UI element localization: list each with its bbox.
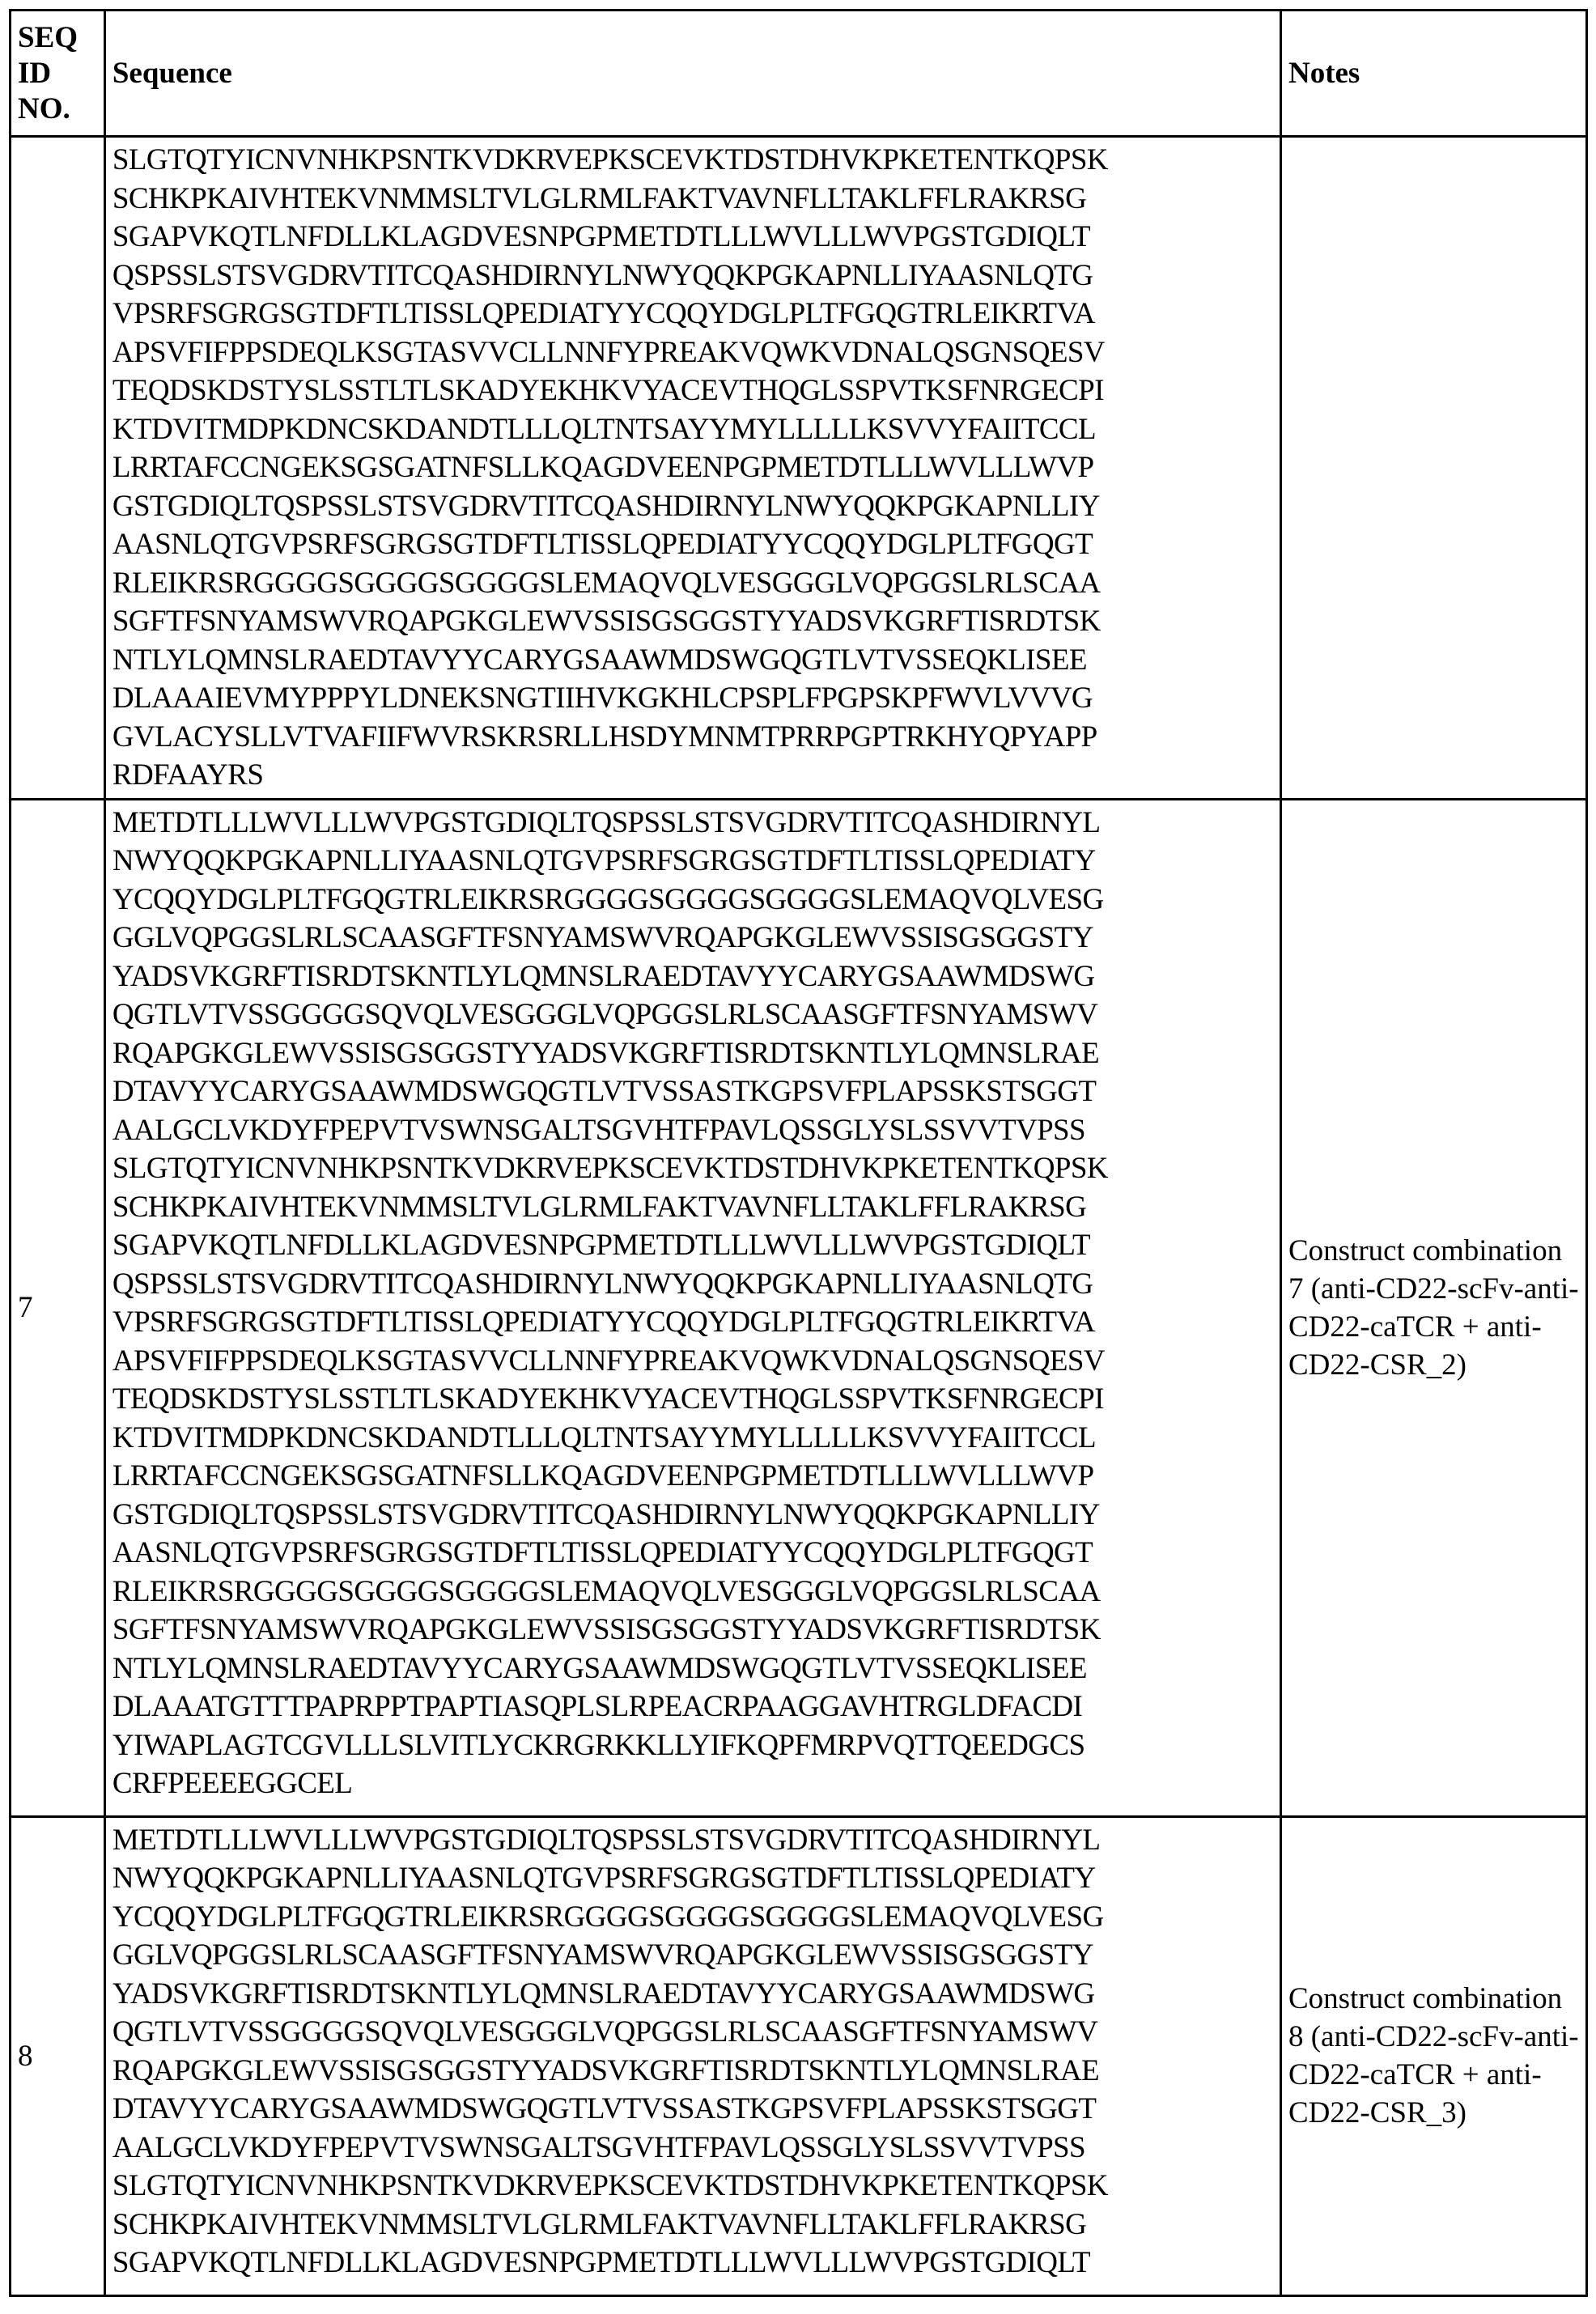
sequence-line: LRRTAFCCNGEKSGSGATNFSLLKQAGDVEENPGPMETDTLLLWVLLLWVP: [112, 448, 1273, 487]
sequence-line: QGTLVTVSSGGGGSQVQLVESGGGLVQPGGSLRLSCAASGFTFSNYAMSWV: [112, 2013, 1273, 2052]
sequence-line: DTAVYYCARYGSAAWMDSWGQGTLVTVSSASTKGPSVFPLAPSSKSTSGGT: [112, 2090, 1273, 2129]
sequence-line: RQAPGKGLEWVSSISGSGGSTYYADSVKGRFTISRDTSKNTLYLQMNSLRAE: [112, 1034, 1273, 1073]
sequence-line: GVLACYSLLVTVAFIIFWVRSKRSRLLHSDYMNMTPRRPGPTRKHYQPYAPP: [112, 718, 1273, 757]
table-row: [11, 1816, 1587, 2295]
notes-cell: Construct combination 8 (anti-CD22-scFv-anti-CD22-caTCR + anti-CD22-CSR_3): [1280, 1816, 1586, 2295]
seq-id-cell: 7: [11, 799, 105, 1816]
notes-cell: Construct combination 7 (anti-CD22-scFv-anti-CD22-caTCR + anti-CD22-CSR_2): [1280, 799, 1586, 1816]
header-seq-id: SEQ ID NO.: [11, 11, 105, 137]
sequence-line: SLGTQTYICNVNHKPSNTKVDKRVEPKSCEVKTDSTDHVKPKETENTKQPSK: [112, 1149, 1273, 1188]
sequence-line: DLAAAIEVMYPPPYLDNEKSNGTIIHVKGKHLCPSPLFPGPSKPFWVLVVVG: [112, 679, 1273, 718]
seq-id-cell: 8: [11, 1816, 105, 2295]
sequence-line: TEQDSKDSTYSLSSTLTLSKADYEKHKVYACEVTHQGLSSPVTKSFNRGECPI: [112, 372, 1273, 410]
sequence-line: KTDVITMDPKDNCSKDANDTLLLQLTNTSAYYMYLLLLLKSVVYFAIITCCL: [112, 410, 1273, 449]
header-notes: Notes: [1280, 11, 1586, 137]
sequence-line: APSVFIFPPSDEQLKSGTASVVCLLNNFYPREAKVQWKVDNALQSGNSQESV: [112, 333, 1273, 372]
sequence-line: LRRTAFCCNGEKSGSGATNFSLLKQAGDVEENPGPMETDTLLLWVLLLWVP: [112, 1457, 1273, 1496]
sequence-line: DLAAATGTTTPAPRPPTPAPTIASQPLSLRPEACRPAAGGAVHTRGLDFACDI: [112, 1688, 1273, 1726]
sequence-line: KTDVITMDPKDNCSKDANDTLLLQLTNTSAYYMYLLLLLKSVVYFAIITCCL: [112, 1419, 1273, 1458]
sequence-line: YIWAPLAGTCGVLLLSLVITLYCKRGRKKLLYIFKQPFMRPVQTTQEEDGCS: [112, 1726, 1273, 1765]
sequence-line: TEQDSKDSTYSLSSTLTLSKADYEKHKVYACEVTHQGLSSPVTKSFNRGECPI: [112, 1380, 1273, 1419]
header-sequence: Sequence: [104, 11, 1280, 137]
sequence-line: GGLVQPGGSLRLSCAASGFTFSNYAMSWVRQAPGKGLEWVSSISGSGGSTY: [112, 1936, 1273, 1975]
sequence-line: RLEIKRSRGGGGSGGGGSGGGGSLEMAQVQLVESGGGLVQPGGSLRLSCAA: [112, 1573, 1273, 1611]
sequence-line: RDFAAYRS: [112, 756, 1273, 795]
sequence-line: METDTLLLWVLLLWVPGSTGDIQLTQSPSSLSTSVGDRVTITCQASHDIRNYL: [112, 804, 1273, 843]
sequence-line: GSTGDIQLTQSPSSLSTSVGDRVTITCQASHDIRNYLNWYQQKPGKAPNLLIY: [112, 1496, 1273, 1535]
sequence-line: SLGTQTYICNVNHKPSNTKVDKRVEPKSCEVKTDSTDHVKPKETENTKQPSK: [112, 2167, 1273, 2206]
notes-cell: [1280, 137, 1586, 800]
sequence-table: [9, 9, 1588, 2297]
sequence-line: GSTGDIQLTQSPSSLSTSVGDRVTITCQASHDIRNYLNWYQQKPGKAPNLLIY: [112, 487, 1273, 526]
sequence-line: AALGCLVKDYFPEPVTVSWNSGALTSGVHTFPAVLQSSGLYSLSSVVTVPSS: [112, 1111, 1273, 1150]
sequence-line: NTLYLQMNSLRAEDTAVYYCARYGSAAWMDSWGQGTLVTVSSEQKLISEE: [112, 1650, 1273, 1688]
sequence-line: SGAPVKQTLNFDLLKLAGDVESNPGPMETDTLLLWVLLLWVPGSTGDIQLT: [112, 218, 1273, 257]
table-row: [11, 799, 1587, 1816]
sequence-line: SCHKPKAIVHTEKVNMMSLTVLGLRMLFAKTVAVNFLLTAKLFFLRAKRSG: [112, 1188, 1273, 1227]
sequence-line: RQAPGKGLEWVSSISGSGGSTYYADSVKGRFTISRDTSKNTLYLQMNSLRAE: [112, 2052, 1273, 2091]
sequence-line: SGAPVKQTLNFDLLKLAGDVESNPGPMETDTLLLWVLLLWVPGSTGDIQLT: [112, 1226, 1273, 1265]
sequence-line: VPSRFSGRGSGTDFTLTISSLQPEDIATYYCQQYDGLPLTFGQGTRLEIKRTVA: [112, 1303, 1273, 1342]
sequence-line: SLGTQTYICNVNHKPSNTKVDKRVEPKSCEVKTDSTDHVKPKETENTKQPSK: [112, 141, 1273, 180]
sequence-line: CRFPEEEEGGCEL: [112, 1764, 1273, 1803]
sequence-line: QSPSSLSTSVGDRVTITCQASHDIRNYLNWYQQKPGKAPNLLIYAASNLQTG: [112, 1265, 1273, 1304]
sequence-cell: [104, 799, 1280, 1816]
sequence-line: AASNLQTGVPSRFSGRGSGTDFTLTISSLQPEDIATYYCQQYDGLPLTFGQGT: [112, 525, 1273, 564]
sequence-line: NTLYLQMNSLRAEDTAVYYCARYGSAAWMDSWGQGTLVTVSSEQKLISEE: [112, 641, 1273, 680]
sequence-line: METDTLLLWVLLLWVPGSTGDIQLTQSPSSLSTSVGDRVTITCQASHDIRNYL: [112, 1821, 1273, 1860]
sequence-line: GGLVQPGGSLRLSCAASGFTFSNYAMSWVRQAPGKGLEWVSSISGSGGSTY: [112, 919, 1273, 957]
sequence-line: NWYQQKPGKAPNLLIYAASNLQTGVPSRFSGRGSGTDFTLTISSLQPEDIATY: [112, 842, 1273, 881]
sequence-line: QGTLVTVSSGGGGSQVQLVESGGGLVQPGGSLRLSCAASGFTFSNYAMSWV: [112, 996, 1273, 1034]
sequence-line: VPSRFSGRGSGTDFTLTISSLQPEDIATYYCQQYDGLPLTFGQGTRLEIKRTVA: [112, 295, 1273, 333]
sequence-line: SCHKPKAIVHTEKVNMMSLTVLGLRMLFAKTVAVNFLLTAKLFFLRAKRSG: [112, 2206, 1273, 2244]
sequence-line: YADSVKGRFTISRDTSKNTLYLQMNSLRAEDTAVYYCARYGSAAWMDSWG: [112, 957, 1273, 996]
sequence-line: YADSVKGRFTISRDTSKNTLYLQMNSLRAEDTAVYYCARYGSAAWMDSWG: [112, 1975, 1273, 2014]
sequence-cell: [104, 1816, 1280, 2295]
sequence-line: YCQQYDGLPLTFGQGTRLEIKRSRGGGGSGGGGSGGGGSLEMAQVQLVESG: [112, 1898, 1273, 1937]
sequence-line: APSVFIFPPSDEQLKSGTASVVCLLNNFYPREAKVQWKVDNALQSGNSQESV: [112, 1342, 1273, 1381]
sequence-line: AASNLQTGVPSRFSGRGSGTDFTLTISSLQPEDIATYYCQQYDGLPLTFGQGT: [112, 1534, 1273, 1573]
sequence-cell: [104, 137, 1280, 800]
seq-id-cell: [11, 137, 105, 800]
sequence-line: SGFTFSNYAMSWVRQAPGKGLEWVSSISGSGGSTYYADSVKGRFTISRDTSK: [112, 1611, 1273, 1650]
sequence-line: NWYQQKPGKAPNLLIYAASNLQTGVPSRFSGRGSGTDFTLTISSLQPEDIATY: [112, 1859, 1273, 1898]
sequence-line: AALGCLVKDYFPEPVTVSWNSGALTSGVHTFPAVLQSSGLYSLSSVVTVPSS: [112, 2129, 1273, 2168]
table-row: [11, 137, 1587, 800]
sequence-line: DTAVYYCARYGSAAWMDSWGQGTLVTVSSASTKGPSVFPLAPSSKSTSGGT: [112, 1072, 1273, 1111]
table-header-row: [11, 11, 1587, 137]
sequence-line: SGAPVKQTLNFDLLKLAGDVESNPGPMETDTLLLWVLLLWVPGSTGDIQLT: [112, 2244, 1273, 2282]
sequence-line: QSPSSLSTSVGDRVTITCQASHDIRNYLNWYQQKPGKAPNLLIYAASNLQTG: [112, 257, 1273, 295]
sequence-line: SGFTFSNYAMSWVRQAPGKGLEWVSSISGSGGSTYYADSVKGRFTISRDTSK: [112, 602, 1273, 641]
sequence-line: YCQQYDGLPLTFGQGTRLEIKRSRGGGGSGGGGSGGGGSLEMAQVQLVESG: [112, 881, 1273, 919]
sequence-line: RLEIKRSRGGGGSGGGGSGGGGSLEMAQVQLVESGGGLVQPGGSLRLSCAA: [112, 564, 1273, 603]
sequence-line: SCHKPKAIVHTEKVNMMSLTVLGLRMLFAKTVAVNFLLTAKLFFLRAKRSG: [112, 180, 1273, 219]
